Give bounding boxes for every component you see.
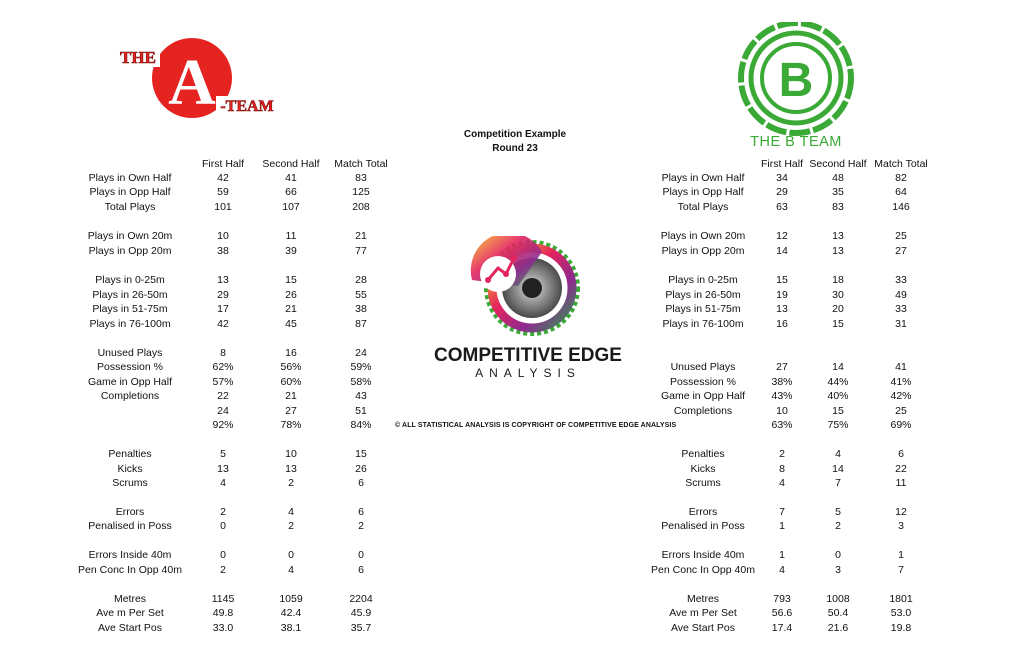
- stat-value: 43%: [771, 390, 793, 402]
- stat-label: Plays in Own 20m: [87, 230, 173, 242]
- stat-label: Plays in Opp Half: [89, 186, 171, 198]
- stat-value: 2: [358, 520, 364, 532]
- stat-value: 10: [217, 230, 229, 242]
- stat-value: 21: [285, 303, 297, 315]
- stat-label: Scrums: [685, 477, 721, 489]
- stat-value: 57%: [212, 376, 234, 388]
- stat-label: Game in Opp Half: [660, 390, 746, 402]
- stat-value: 35.7: [350, 622, 372, 634]
- stat-label: Penalties: [108, 448, 152, 460]
- stat-value: 14: [832, 463, 844, 475]
- stat-value: 1145: [211, 593, 235, 605]
- stat-label: Completions: [100, 390, 160, 402]
- stat-label: Metres: [686, 593, 720, 605]
- stat-value: 83: [355, 172, 367, 184]
- stat-value: 2: [220, 564, 226, 576]
- stat-value: 13: [832, 245, 844, 257]
- a-team-logo-team: -TEAM: [220, 98, 274, 115]
- stat-label: Errors: [115, 506, 145, 518]
- stat-value: 45: [285, 318, 297, 330]
- stat-value: 34: [776, 172, 788, 184]
- stat-value: 1: [898, 549, 904, 561]
- stat-value: 83: [832, 201, 844, 213]
- stat-label: Plays in 76-100m: [662, 318, 744, 330]
- stat-value: 20: [832, 303, 844, 315]
- stat-label: Penalised in Poss: [661, 520, 745, 532]
- stat-value: 35: [832, 186, 844, 198]
- a-team-logo-a: A: [168, 46, 216, 119]
- stat-value: 13: [285, 463, 297, 475]
- stat-value: 92%: [212, 419, 234, 431]
- stat-label: Errors Inside 40m: [661, 549, 745, 561]
- stat-value: 1: [779, 549, 785, 561]
- a-team-logo-the: THE: [120, 48, 156, 67]
- stat-value: 49.8: [212, 607, 234, 619]
- column-header: Match Total: [334, 158, 388, 170]
- stat-value: 19.8: [890, 622, 912, 634]
- stat-value: 41: [285, 172, 297, 184]
- stat-value: 60%: [280, 376, 302, 388]
- stat-label: Ave Start Pos: [670, 622, 735, 634]
- stat-value: 6: [358, 564, 364, 576]
- stat-value: 42%: [890, 390, 912, 402]
- stat-value: 10: [776, 405, 788, 417]
- stat-value: 87: [355, 318, 367, 330]
- round-title: Round 23: [492, 143, 538, 154]
- stat-value: 6: [358, 506, 364, 518]
- stat-value: 41%: [890, 376, 912, 388]
- stat-label: Plays in Opp 20m: [661, 245, 745, 257]
- competitive-edge-line1: COMPETITIVE EDGE: [434, 345, 622, 366]
- b-team-logo-graphic: [734, 22, 858, 150]
- stat-value: 0: [288, 549, 294, 561]
- stat-value: 18: [832, 274, 844, 286]
- stat-value: 21.6: [827, 622, 849, 634]
- stat-label: Plays in 26-50m: [92, 289, 168, 301]
- stat-label: Ave m Per Set: [669, 607, 737, 619]
- stat-value: 7: [779, 506, 785, 518]
- stat-value: 43: [355, 390, 367, 402]
- stat-value: 2: [220, 506, 226, 518]
- stat-label: Errors Inside 40m: [88, 549, 172, 561]
- stat-value: 5: [220, 448, 226, 460]
- stat-value: 38: [217, 245, 229, 257]
- stat-value: 56.6: [771, 607, 793, 619]
- a-team-logo: [112, 36, 282, 120]
- stat-value: 208: [352, 201, 370, 213]
- stat-value: 27: [776, 361, 788, 373]
- competitive-edge-logo-graphic: [420, 236, 636, 381]
- stat-value: 1: [779, 520, 785, 532]
- stat-value: 38: [355, 303, 367, 315]
- stat-value: 33.0: [212, 622, 234, 634]
- stat-value: 25: [895, 405, 907, 417]
- competition-title: Competition Example: [463, 129, 567, 140]
- stat-value: 77: [355, 245, 367, 257]
- stat-label: Kicks: [690, 463, 716, 475]
- stat-label: Pen Conc In Opp 40m: [78, 564, 182, 576]
- stat-value: 24: [355, 347, 367, 359]
- stat-value: 50.4: [827, 607, 849, 619]
- stat-value: 63: [776, 201, 788, 213]
- stat-value: 55: [355, 289, 367, 301]
- stat-value: 22: [217, 390, 229, 402]
- stat-value: 2: [835, 520, 841, 532]
- stat-label: Plays in 0-25m: [668, 274, 738, 286]
- stat-value: 24: [217, 405, 229, 417]
- stat-label: Penalties: [681, 448, 725, 460]
- stat-value: 0: [835, 549, 841, 561]
- stat-label: Total Plays: [677, 201, 729, 213]
- column-header: Second Half: [262, 158, 320, 170]
- stat-value: 4: [288, 564, 294, 576]
- stat-value: 49: [895, 289, 907, 301]
- stat-value: 5: [835, 506, 841, 518]
- b-team-logo-letter: B: [778, 54, 814, 107]
- stat-value: 3: [898, 520, 904, 532]
- stat-value: 59: [217, 186, 229, 198]
- stat-value: 4: [779, 564, 785, 576]
- column-header: Second Half: [809, 158, 867, 170]
- stat-value: 14: [832, 361, 844, 373]
- stat-value: 13: [776, 303, 788, 315]
- stat-value: 3: [835, 564, 841, 576]
- stat-value: 2: [288, 477, 294, 489]
- stat-value: 15: [832, 405, 844, 417]
- stat-value: 6: [358, 477, 364, 489]
- stat-value: 1008: [826, 593, 850, 605]
- stat-value: 13: [832, 230, 844, 242]
- stat-label: Plays in 76-100m: [89, 318, 171, 330]
- stat-label: Plays in 51-75m: [92, 303, 168, 315]
- stat-value: 45.9: [350, 607, 372, 619]
- b-team-logo: [734, 22, 858, 150]
- stat-label: Ave m Per Set: [96, 607, 164, 619]
- stat-value: 40%: [827, 390, 849, 402]
- stat-label: Plays in Own 20m: [660, 230, 746, 242]
- stat-value: 31: [895, 318, 907, 330]
- b-team-logo-caption: THE B TEAM: [750, 134, 842, 150]
- a-team-logo-graphic: [112, 36, 282, 120]
- stat-value: 107: [282, 201, 300, 213]
- stat-value: 793: [773, 593, 791, 605]
- stat-value: 4: [779, 477, 785, 489]
- stat-value: 11: [285, 230, 297, 242]
- stat-label: Errors: [688, 506, 718, 518]
- stat-value: 51: [355, 405, 367, 417]
- stat-label: Plays in 26-50m: [665, 289, 741, 301]
- stat-value: 42.4: [280, 607, 302, 619]
- stat-value: 56%: [280, 361, 302, 373]
- stat-value: 2: [779, 448, 785, 460]
- competitive-edge-line2: ANALYSIS: [475, 366, 581, 380]
- stat-value: 30: [832, 289, 844, 301]
- stat-value: 27: [285, 405, 297, 417]
- stat-value: 7: [835, 477, 841, 489]
- stat-value: 2: [288, 520, 294, 532]
- stat-value: 84%: [350, 419, 372, 431]
- stat-value: 19: [776, 289, 788, 301]
- stat-label: Kicks: [117, 463, 143, 475]
- stat-value: 15: [832, 318, 844, 330]
- stat-value: 41: [895, 361, 907, 373]
- stat-label: Plays in Opp 20m: [88, 245, 172, 257]
- stat-value: 17: [217, 303, 229, 315]
- stat-value: 58%: [350, 376, 372, 388]
- stat-label: Scrums: [112, 477, 148, 489]
- stat-value: 14: [776, 245, 788, 257]
- stat-value: 4: [835, 448, 841, 460]
- stat-value: 27: [895, 245, 907, 257]
- stat-value: 8: [779, 463, 785, 475]
- stat-value: 7: [898, 564, 904, 576]
- stat-label: Possession %: [670, 376, 736, 388]
- stat-value: 16: [776, 318, 788, 330]
- stat-value: 22: [895, 463, 907, 475]
- stat-value: 82: [895, 172, 907, 184]
- stat-label: Unused Plays: [97, 347, 163, 359]
- stat-label: Plays in Own Half: [88, 172, 172, 184]
- stat-value: 0: [220, 549, 226, 561]
- stat-value: 59%: [350, 361, 372, 373]
- stat-value: 42: [217, 318, 229, 330]
- stat-value: 12: [895, 506, 907, 518]
- stat-value: 26: [285, 289, 297, 301]
- stat-value: 6: [898, 448, 904, 460]
- stat-value: 2204: [349, 593, 373, 605]
- stat-value: 21: [285, 390, 297, 402]
- stat-value: 11: [895, 477, 907, 489]
- stat-value: 21: [355, 230, 367, 242]
- stat-value: 1059: [279, 593, 303, 605]
- stat-value: 0: [358, 549, 364, 561]
- stat-value: 63%: [771, 419, 793, 431]
- stat-label: Plays in Opp Half: [662, 186, 744, 198]
- stat-value: 69%: [890, 419, 912, 431]
- stat-value: 62%: [212, 361, 234, 373]
- stat-value: 0: [220, 520, 226, 532]
- stat-value: 33: [895, 303, 907, 315]
- stat-value: 4: [220, 477, 226, 489]
- stat-value: 25: [895, 230, 907, 242]
- stat-value: 26: [355, 463, 367, 475]
- column-header: First Half: [761, 158, 803, 170]
- stat-label: Completions: [673, 405, 733, 417]
- stat-label: Plays in Own Half: [661, 172, 745, 184]
- column-header: Match Total: [874, 158, 928, 170]
- stat-value: 38%: [771, 376, 793, 388]
- stat-value: 15: [285, 274, 297, 286]
- competitive-edge-logo: [420, 236, 636, 381]
- stat-value: 75%: [827, 419, 849, 431]
- stat-value: 29: [217, 289, 229, 301]
- stat-value: 64: [895, 186, 907, 198]
- stat-label: Ave Start Pos: [97, 622, 162, 634]
- stat-label: Game in Opp Half: [87, 376, 173, 388]
- stat-label: Unused Plays: [670, 361, 736, 373]
- stat-label: Plays in 51-75m: [665, 303, 741, 315]
- column-header: First Half: [202, 158, 244, 170]
- stat-value: 33: [895, 274, 907, 286]
- stat-value: 125: [352, 186, 370, 198]
- stat-value: 13: [217, 274, 229, 286]
- stat-value: 28: [355, 274, 367, 286]
- stat-value: 101: [214, 201, 232, 213]
- stat-value: 53.0: [890, 607, 912, 619]
- stat-value: 146: [892, 201, 910, 213]
- stat-value: 42: [217, 172, 229, 184]
- stat-value: 15: [355, 448, 367, 460]
- stat-value: 13: [217, 463, 229, 475]
- stat-value: 38.1: [280, 622, 302, 634]
- stat-value: 16: [285, 347, 297, 359]
- stat-value: 15: [776, 274, 788, 286]
- stat-value: 48: [832, 172, 844, 184]
- stat-value: 44%: [827, 376, 849, 388]
- copyright-notice: © ALL STATISTICAL ANALYSIS IS COPYRIGHT OF COMPETITIVE EDGE ANALYSIS: [395, 422, 677, 429]
- stat-value: 17.4: [771, 622, 793, 634]
- stat-value: 39: [285, 245, 297, 257]
- stat-label: Pen Conc In Opp 40m: [651, 564, 755, 576]
- stat-value: 78%: [280, 419, 302, 431]
- stat-label: Plays in 0-25m: [95, 274, 165, 286]
- stat-label: Penalised in Poss: [88, 520, 172, 532]
- stat-value: 1801: [889, 593, 913, 605]
- stat-label: Possession %: [97, 361, 163, 373]
- stat-value: 66: [285, 186, 297, 198]
- stat-value: 10: [285, 448, 297, 460]
- stat-value: 29: [776, 186, 788, 198]
- stat-label: Metres: [113, 593, 147, 605]
- stat-value: 12: [776, 230, 788, 242]
- stat-value: 8: [220, 347, 226, 359]
- stat-label: Total Plays: [104, 201, 156, 213]
- stat-value: 4: [288, 506, 294, 518]
